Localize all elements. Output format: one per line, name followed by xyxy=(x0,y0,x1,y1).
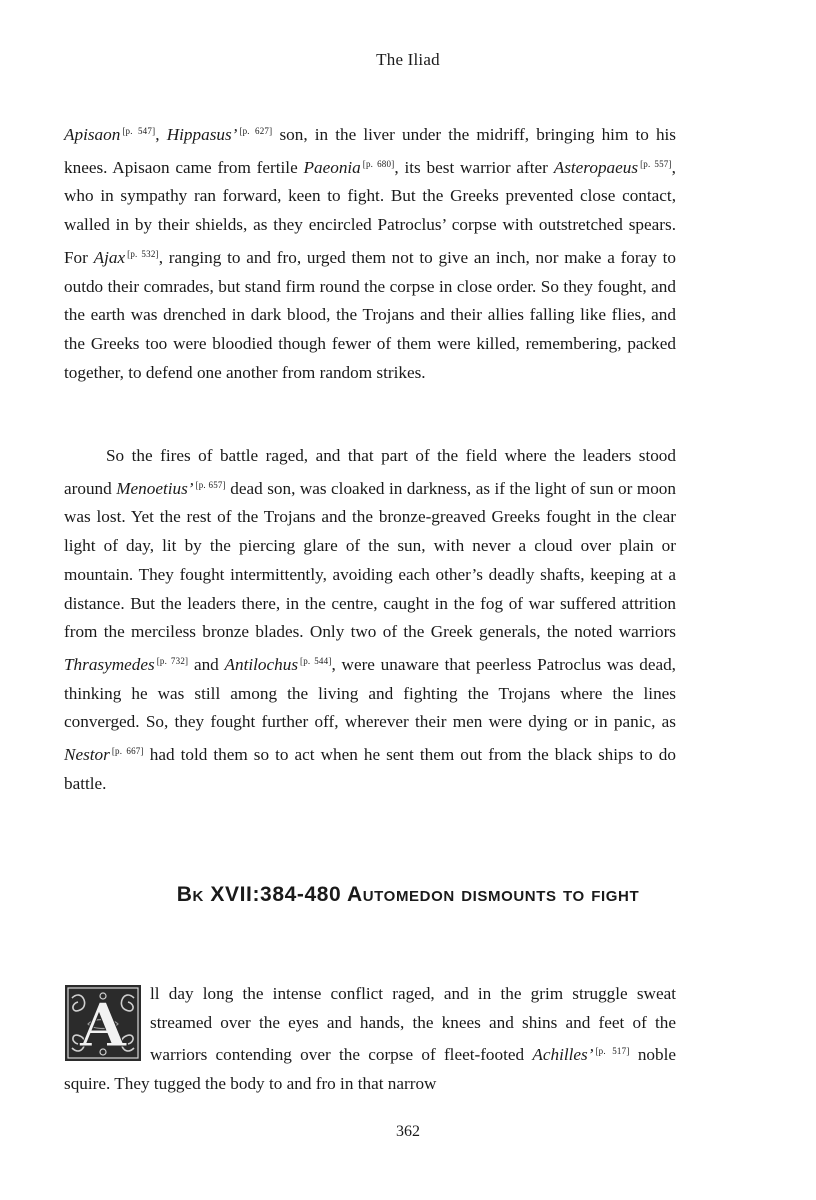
paragraph-text: , its best warrior after xyxy=(394,157,554,177)
paragraph-text: dead son, was cloaked in darkness, as if the light of sun or moon was lost. Yet the rest of the Trojans and the bronze-greaved Greeks fought in the clear light of day, lit by the piercing glare of the sun, with never a cloud over plain or mountain. They fought intermittently, avoiding each other’s deadly shafts, keeping at a distance. But the leaders there, in the centre, caught in the fog of war suffered attrition from the merciless bronze blades. Only two of the Greek generals, the noted warriors xyxy=(64,478,676,642)
name-link-ajax[interactable]: Ajax xyxy=(93,247,126,267)
paragraph-text: son, in the liver under the midriff, bringing him to his knees. Apisaon came from fertile xyxy=(64,125,676,177)
paragraph-text: ll day long the intense conflict raged, and in the grim struggle sweat streamed over the eyes and hands, the knees and shins and feet of the warriors contending over the corpse of fleet-footed xyxy=(150,984,676,1065)
paragraph-text: had told them so to act when he sent them out from the black ships to do battle. xyxy=(64,745,676,793)
page-ref-link[interactable]: [p. 627] xyxy=(239,126,273,136)
paragraph-2 xyxy=(64,442,676,798)
running-head: The Iliad xyxy=(376,50,440,69)
ornamental-letter-a-icon xyxy=(64,984,142,1062)
page-ref-link[interactable]: [p. 557] xyxy=(640,158,672,169)
paragraph-3 xyxy=(64,980,676,1099)
page-ref-link[interactable]: [p. 532] xyxy=(127,248,159,259)
paragraph-text: , were unaware that peerless Patroclus was dead, thinking he was still among the living and fighting the Trojans where the lines converged. So, they fought further off, wherever their men were dying or in panic, as xyxy=(64,654,676,732)
paragraph-text: , who in sympathy ran forward, keen to fight. But the Greeks prevented close contact, walled in by their shields, as they encircled Patroclus’ corpse with outstretched spears. For xyxy=(64,157,676,267)
drop-cap-letter: A xyxy=(79,991,127,1061)
page-ref-link[interactable]: [p. 657] xyxy=(195,479,226,490)
drop-cap-ornament xyxy=(64,984,142,1062)
paragraph-text: and xyxy=(188,654,225,674)
page-number: 362 xyxy=(396,1123,420,1140)
name-link-apisaon[interactable]: Apisaon xyxy=(64,125,121,144)
page-ref-link[interactable]: [p. 680] xyxy=(362,158,395,169)
paragraph-text: So the fires of battle raged, and that part of the field where the leaders stood around xyxy=(64,446,676,498)
page-ref-link[interactable]: [p. 544] xyxy=(300,655,332,666)
paragraph-1 xyxy=(64,117,676,387)
page-ref-link[interactable]: [p. 517] xyxy=(595,1046,630,1057)
paragraph-3-text xyxy=(64,980,676,1099)
name-link-paeonia[interactable]: Paeonia xyxy=(303,157,361,177)
page-ref-link[interactable]: [p. 667] xyxy=(111,746,144,757)
name-link-menoetius[interactable]: Menoetius’ xyxy=(116,478,194,498)
name-link-antilochus[interactable]: Antilochus xyxy=(224,654,299,674)
name-link-hippasus[interactable]: Hippasus’ xyxy=(166,125,238,144)
name-link-thrasymedes[interactable]: Thrasymedes xyxy=(64,654,155,674)
paragraph-text: , ranging to and fro, urged them not to give an inch, nor make a foray to outdo their comrades, but stand firm round the corpse in close order. So they fought, and the earth was drenched in dark blood, the Trojans and their allies falling like flies, and the Greeks too were bloodied though fewer of them were killed, remembering, packed together, to defend one another from random strikes. xyxy=(64,247,676,382)
name-link-nestor[interactable]: Nestor xyxy=(64,745,110,765)
paragraph-text: noble squire. They tugged the body to and fro in that narrow xyxy=(64,1045,676,1094)
name-link-asteropaeus[interactable]: Asteropaeus xyxy=(553,157,639,177)
section-heading: Bk XVII:384-480 Automedon dismounts to fight xyxy=(176,883,640,906)
name-link-achilles[interactable]: Achilles’ xyxy=(532,1045,594,1065)
paragraph-1-text xyxy=(64,117,676,387)
page-ref-link[interactable]: [p. 732] xyxy=(156,655,189,666)
paragraph-2-text xyxy=(64,442,676,798)
paragraph-text: , xyxy=(155,125,167,144)
page-ref-link[interactable]: [p. 547] xyxy=(122,126,156,136)
